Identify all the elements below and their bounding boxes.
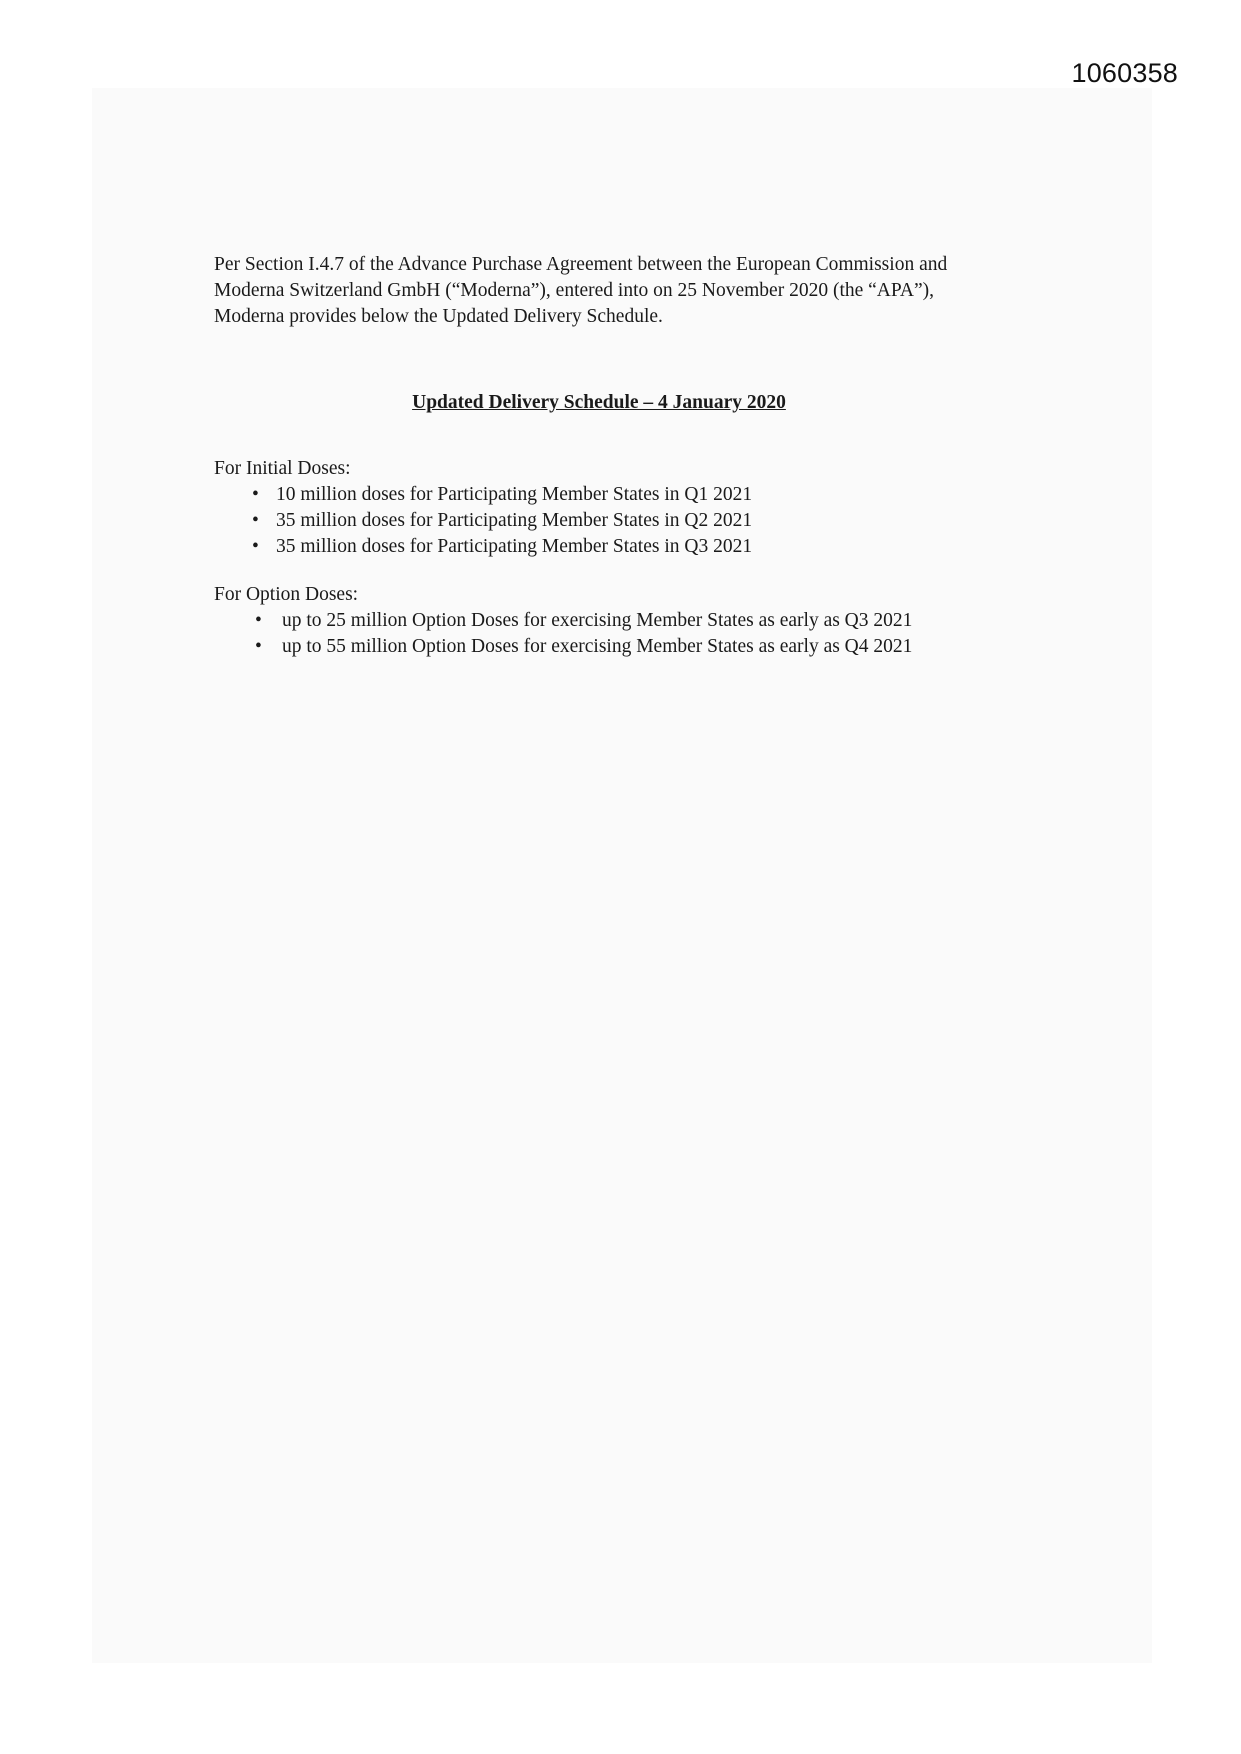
document-body [214, 252, 1044, 660]
intro-line: Moderna provides below the Updated Delivery Schedule. [214, 306, 663, 327]
list-item [214, 608, 1044, 634]
option-doses-list [214, 608, 1044, 660]
initial-doses-heading: For Initial Doses: [214, 458, 351, 479]
intro-line: Per Section I.4.7 of the Advance Purchase Agreement between the European Commission and [214, 254, 948, 275]
bullet-icon: • [252, 484, 259, 505]
initial-doses-section [214, 456, 1044, 560]
list-item-text: 35 million doses for Participating Member States in Q2 2021 [276, 510, 753, 531]
bullet-icon: • [255, 636, 262, 657]
bullet-icon: • [252, 510, 259, 531]
initial-doses-list [214, 482, 1044, 560]
list-item-text: 35 million doses for Participating Member States in Q3 2021 [276, 536, 753, 557]
option-doses-heading: For Option Doses: [214, 584, 359, 605]
list-item-text: up to 55 million Option Doses for exercising Member States as early as Q4 2021 [282, 636, 913, 657]
list-item [214, 634, 1044, 660]
list-item-text: up to 25 million Option Doses for exercising Member States as early as Q3 2021 [282, 610, 913, 631]
list-item-text: 10 million doses for Participating Member States in Q1 2021 [276, 484, 753, 505]
option-doses-section [214, 582, 1044, 660]
intro-line: Moderna Switzerland GmbH (“Moderna”), entered into on 25 November 2020 (the “APA”), [214, 280, 935, 301]
document-number: 1060358 [1071, 58, 1178, 88]
list-item [214, 482, 1044, 508]
intro-paragraph [214, 252, 1044, 330]
bullet-icon: • [255, 610, 262, 631]
bullet-icon: • [252, 536, 259, 557]
schedule-title: Updated Delivery Schedule – 4 January 2020 [412, 392, 786, 413]
list-item [214, 534, 1044, 560]
list-item [214, 508, 1044, 534]
